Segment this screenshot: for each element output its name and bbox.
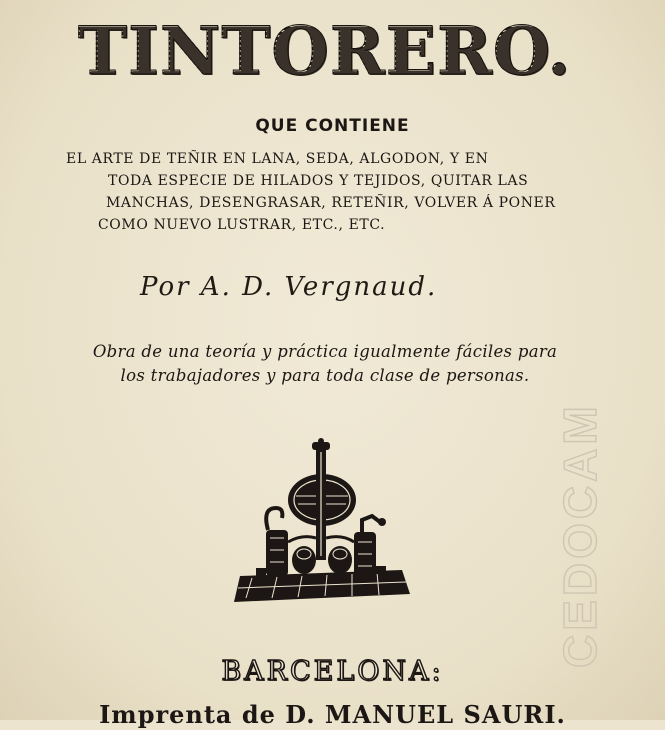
stamp-text: CEDOCAM [554,402,606,668]
description-line: MANCHAS, DESENGRASAR, RETEÑIR, VOLVER Á PONER [106,195,556,211]
subtitle-line: Obra de una teoría y práctica igualmente fáciles para [92,342,558,361]
subheading: QUE CONTIENE [255,116,410,136]
description-line: EL ARTE DE TEÑIR EN LANA, SEDA, ALGODON, Y EN [66,151,489,167]
printer-line: Imprenta de D. MANUEL SAURI. [99,700,566,729]
description-line: COMO NUEVO LUSTRAR, ETC., ETC. [98,217,386,233]
book-subtitle [60,340,590,388]
contents-description [66,148,576,236]
publication-city: BARCELONA: [221,656,444,687]
description-line: TODA ESPECIE DE HILADOS Y TEJIDOS, QUITAR LAS [108,173,529,189]
subtitle-line: los trabajadores y para toda clase de personas. [120,366,530,385]
author-line: Por A. D. Vergnaud. [140,272,438,302]
dyeing-apparatus-icon [232,438,412,608]
book-title: TINTORERO. [78,12,572,90]
